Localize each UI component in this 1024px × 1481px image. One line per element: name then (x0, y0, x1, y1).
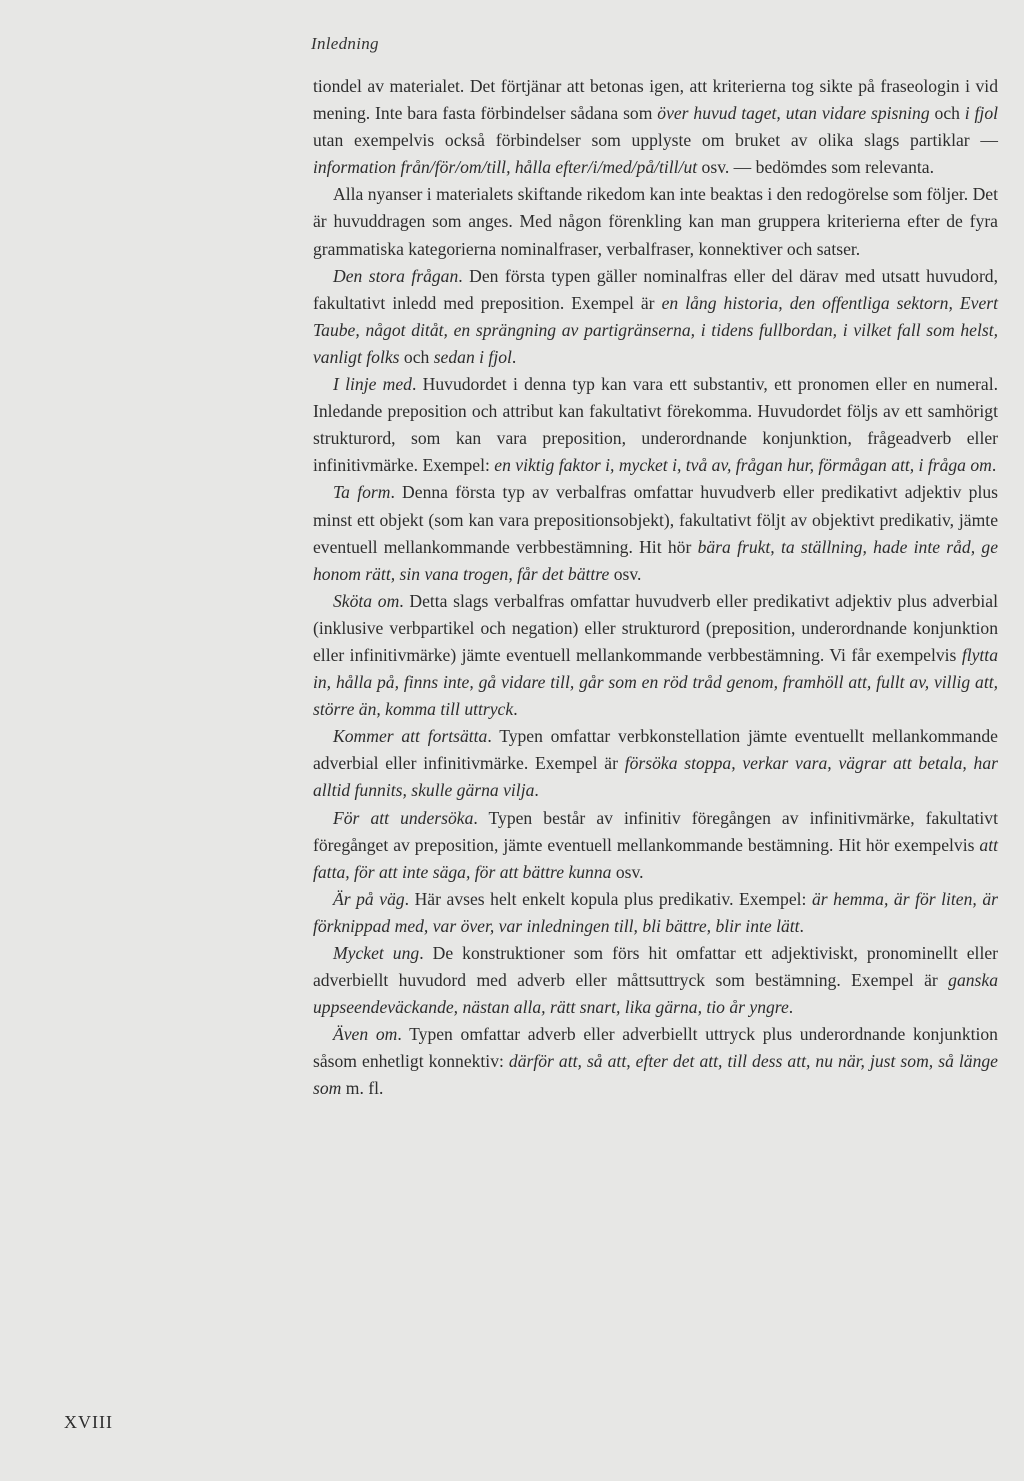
italic-text: därför att, så att, efter det att, till dess att, nu när, just som, så länge som (313, 1051, 998, 1099)
running-header: Inledning (311, 34, 379, 53)
text-run: och (929, 103, 965, 124)
text-run: Alla nyanser i materialets skiftande rikedom kan inte beaktas i den redogörelse som följer. Det är huvuddragen som anges. Med någon förenkling kan man gruppera kriterierna efter de fyra grammatiska kategorierna nominalfraser, verbalfraser, konnektiver och satser. (313, 184, 998, 259)
text-run: . Typen omfattar adverb eller adverbiellt uttryck plus underordnande konjunktion såsom enhetligt konnektiv: (313, 1024, 998, 1072)
italic-text: Ta form (333, 482, 391, 503)
italic-text: försöka stoppa, verkar vara, vägrar att betala, har alltid funnits, skulle gärna vilja (313, 753, 998, 801)
italic-text: Kommer att fortsätta (333, 726, 488, 747)
text-run: . Här avses helt enkelt kopula plus predikativ. Exempel: (404, 888, 812, 909)
italic-text: Sköta om (333, 590, 400, 611)
text-run: . Detta slags verbalfras omfattar huvudverb eller predikativt adjektiv plus adverbial (inklusive verbpartikel och negation) eller strukturord (preposition, underordnande konjunktion eller infinitivmärke) jämte eventuell mellankommande verbbestämning. Vi får exempelvis (313, 590, 999, 665)
paragraph (313, 181, 998, 262)
italic-text: I linje med (333, 374, 412, 395)
text-run: . (799, 915, 804, 936)
text-run: m. fl. (341, 1078, 384, 1099)
paragraph (313, 1021, 998, 1102)
italic-text: i fjol (964, 103, 999, 124)
text-run: och (399, 346, 434, 367)
italic-text: För att undersöka (333, 807, 474, 828)
italic-text: över huvud taget, utan vidare spisning (657, 103, 930, 124)
text-run: . (534, 780, 539, 801)
italic-text: flytta in, hålla på, finns inte, gå vidare till, går som en röd tråd genom, framhöll att, fullt av, villig att, större än, komma till uttryck (313, 644, 998, 720)
italic-text: ganska uppseendeväckande, nästan alla, rätt snart, lika gärna, tio år yngre (313, 970, 998, 1018)
paragraph (313, 886, 998, 940)
text-run: utan exempelvis också förbindelser som upplyste om bruket av olika slags partiklar — (313, 130, 998, 151)
text-run: . Typen består av infinitiv föregången av infinitivmärke, fakultativt föregånget av preposition, jämte eventuell mellankommande bestämning. Hit hör exempelvis (313, 807, 998, 855)
body-text (313, 73, 998, 1103)
italic-text: Även om (333, 1024, 398, 1045)
italic-text: bära frukt, ta ställning, hade inte råd, ge honom rätt, sin vana trogen, får det bättre (313, 536, 998, 584)
text-run: osv. (609, 563, 642, 584)
text-run: . Huvudordet i denna typ kan vara ett substantiv, ett pronomen eller en numeral. Inledande preposition och attribut kan fakultativt förekomma. Huvudordet följs av ett samhörigt strukturord, som kan vara preposition, underordnande konjunktion, frågeadverb eller infinitivmärke. Exempel: (313, 374, 998, 476)
text-run: . (788, 997, 794, 1018)
text-run: . (991, 455, 997, 476)
italic-text: en viktig faktor i, mycket i, två av, frågan hur, förmågan att, i fråga om (494, 455, 992, 476)
text-run: . (513, 699, 518, 720)
text-run: . Denna första typ av verbalfras omfattar huvudverb eller predikativt adjektiv plus minst ett objekt (som kan vara prepositionsobjekt), fakultativt följt av objektivt predikativ, jämte eventuell mellankommande verbbestämning. Hit hör (313, 482, 998, 557)
text-run: . De konstruktioner som förs hit omfattar ett adjektiviskt, pronominellt eller adverbiellt huvudord med adverb eller måttsuttryck som bestämning. Exempel är (313, 943, 998, 991)
italic-text: Är på väg (333, 888, 405, 909)
italic-text: är hemma, är för liten, är förknippad med, var över, var inledningen till, bli bättre, blir inte lätt (313, 888, 998, 936)
italic-text: Mycket ung (333, 943, 420, 963)
text-run: osv. (611, 861, 644, 882)
italic-text: sedan i fjol (433, 346, 512, 367)
italic-text: en lång historia, den offentliga sektorn, Evert Taube, något ditåt, en sprängning av partigränserna, i tidens fullbordan, i vilket fall som helst, vanligt folks (313, 292, 998, 367)
text-run: osv. — bedömdes som relevanta. (697, 157, 934, 178)
paragraph (313, 479, 998, 587)
paragraph (313, 723, 998, 804)
paragraph (313, 588, 998, 723)
text-run: tiondel av materialet. Det förtjänar att betonas igen, att kriterierna tog sikte på fraseologin i vid mening. Inte bara fasta förbindelser sådana som (313, 76, 998, 124)
paragraph (313, 371, 998, 479)
paragraph (313, 805, 998, 886)
text-run: . (511, 346, 517, 367)
italic-text: Den stora frågan (333, 265, 459, 286)
page-number: XVIII (64, 1412, 113, 1432)
paragraph (313, 940, 998, 1021)
italic-text: information från/för/om/till, hålla efter/i/med/på/till/ut (313, 157, 698, 178)
paragraph (313, 263, 998, 371)
italic-text: att fatta, för att inte säga, för att bättre kunna (313, 834, 998, 882)
text-run: . Den första typen gäller nominalfras eller del därav med utsatt huvudord, fakultativt inledd med preposition. Exempel är (313, 265, 998, 313)
paragraph (313, 73, 998, 181)
text-run: . Typen omfattar verbkonstellation jämte eventuellt mellankommande adverbial eller infinitivmärke. Exempel är (313, 726, 998, 774)
